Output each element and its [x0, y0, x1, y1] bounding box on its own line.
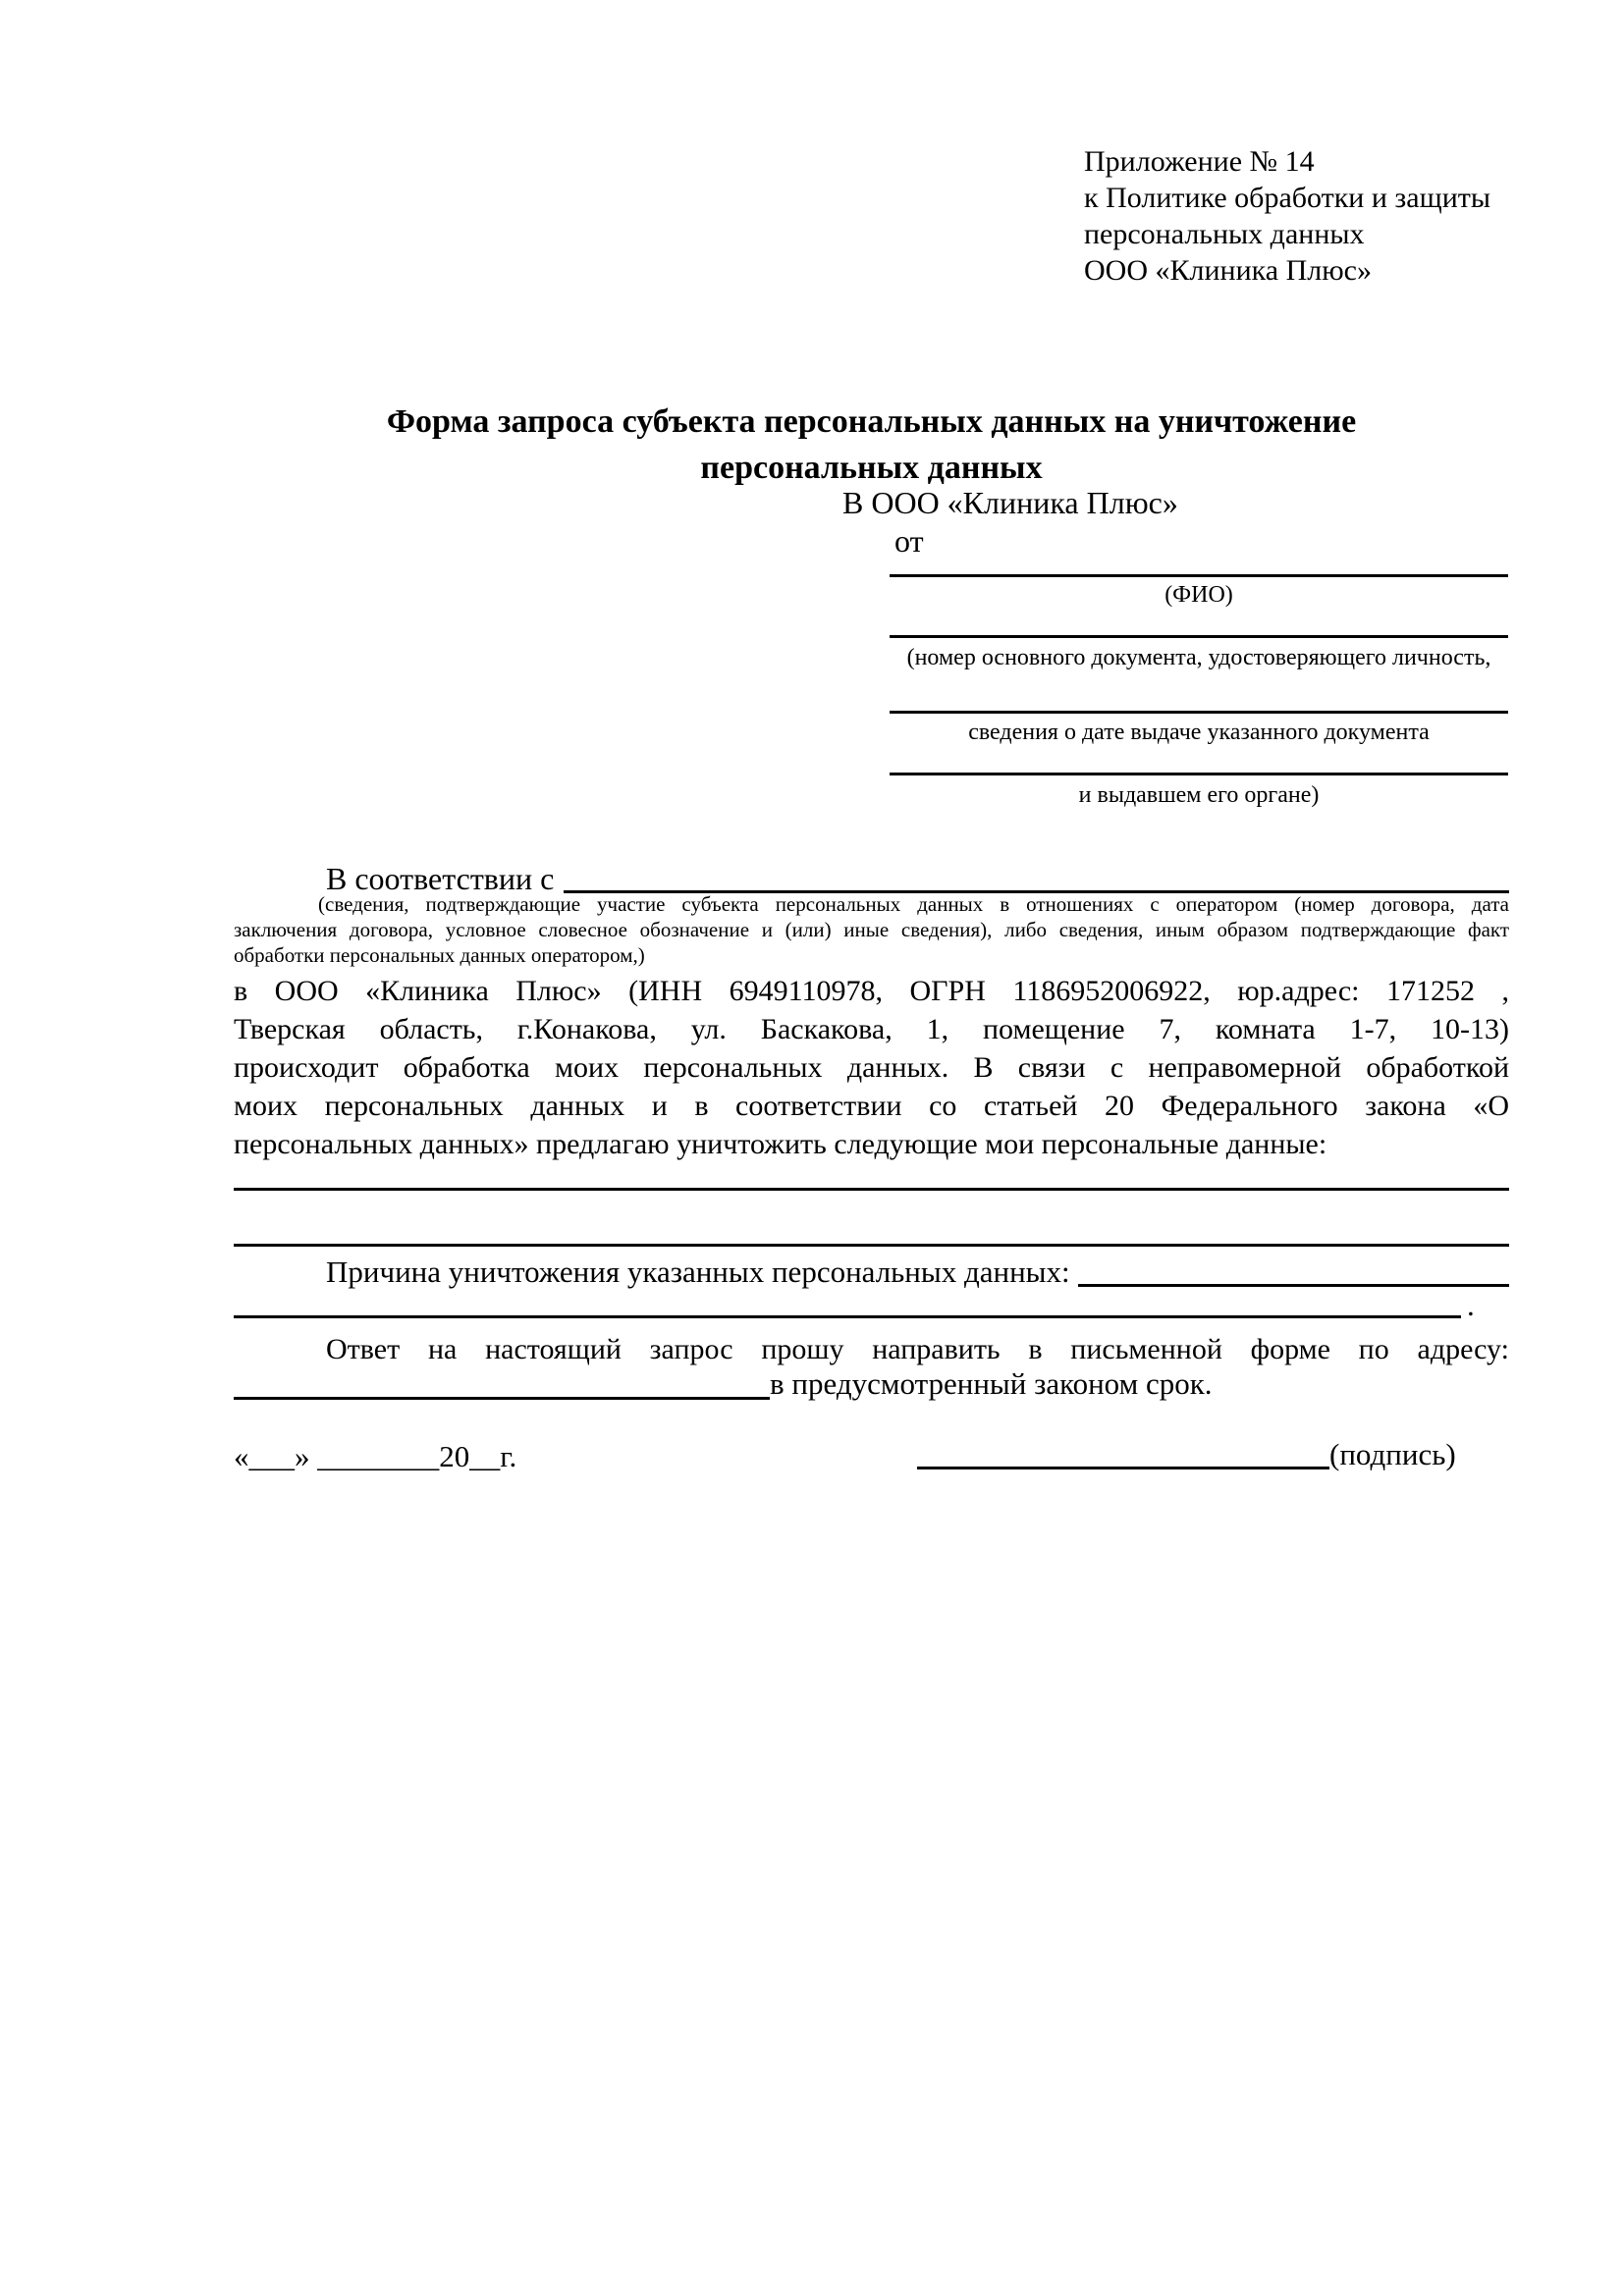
annex-note-line: ООО «Клиника Плюс»: [1084, 254, 1372, 287]
fio-caption: (ФИО): [1164, 582, 1233, 608]
reason-label: Причина уничтожения указанных персональных данных:: [326, 1255, 1070, 1289]
body-line: в ООО «Клиника Плюс» (ИНН 6949110978, ОГРН 1186952006922, юр.адрес: 171252 ,: [234, 975, 1509, 1007]
reason-continuation-blank-line: [234, 1315, 1461, 1318]
footnote-line: обработки персональных данных оператором,): [234, 943, 645, 967]
body-paragraph: [234, 972, 1509, 1163]
reason-row: [234, 1254, 1509, 1291]
issuing-authority-caption: и выдавшем его органе): [1078, 782, 1320, 808]
signature-blank-line: [917, 1435, 1329, 1469]
issuing-authority-blank-line: [890, 773, 1508, 775]
annex-note: [1084, 143, 1490, 289]
document-title: [234, 399, 1509, 491]
accordance-footnote: [234, 891, 1509, 968]
signature-caption: (подпись): [1329, 1437, 1456, 1471]
footnote-line: (сведения, подтверждающие участие субъекта персональных данных в отношениях с оператором (номер договора, дата: [318, 892, 1509, 916]
answer-request-line: Ответ на настоящий запрос прошу направить в письменной форме по адресу:: [326, 1333, 1509, 1365]
annex-note-line: персональных данных: [1084, 218, 1365, 250]
body-line: моих персональных данных и в соответствии со статьей 20 Федерального закона «О: [234, 1090, 1509, 1122]
fio-blank-line: [890, 574, 1508, 577]
signature-row: [917, 1435, 1456, 1474]
reason-period: .: [1467, 1288, 1475, 1322]
document-title-line1: Форма запроса субъекта персональных данных на уничтожение: [386, 403, 1357, 440]
body-line: персональных данных» предлагаю уничтожить следующие мои персональные данные:: [234, 1128, 1327, 1160]
data-to-destroy-blank-line: [234, 1188, 1509, 1191]
document-number-caption: (номер основного документа, удостоверяющего личность,: [906, 645, 1491, 670]
annex-note-line: Приложение № 14: [1084, 145, 1315, 178]
annex-note-line: к Политике обработки и защиты: [1084, 182, 1491, 214]
document-number-blank-line: [890, 635, 1508, 638]
answer-term-text: в предусмотренный законом срок.: [770, 1366, 1213, 1401]
issue-date-caption: сведения о дате выдаче указанного документа: [968, 720, 1430, 745]
accordance-lead: В соответствии с: [326, 861, 555, 896]
body-line: Тверская область, г.Конакова, ул. Баскакова, 1, помещение 7, комната 1-7, 10-13): [234, 1013, 1509, 1045]
answer-address-blank-line: [234, 1364, 770, 1400]
accordance-blank-line: [564, 860, 1509, 893]
reason-blank-line: [1078, 1254, 1509, 1287]
footnote-line: заключения договора, условное словесное обозначение и (или) иные сведения), либо сведения, иным образом подтверждающие факт: [234, 918, 1509, 941]
issue-date-blank-line: [890, 711, 1508, 714]
body-line: происходит обработка моих персональных данных. В связи с неправомерной обработкой: [234, 1051, 1509, 1084]
document-title-line2: персональных данных: [700, 450, 1043, 486]
addressee-from-label: от: [894, 523, 924, 559]
data-to-destroy-blank-line: [234, 1244, 1509, 1247]
date-fill-in: «___» ________20__г.: [234, 1439, 517, 1473]
addressee-organization: В ООО «Клиника Плюс»: [842, 485, 1178, 520]
answer-term-row: [234, 1364, 1213, 1404]
